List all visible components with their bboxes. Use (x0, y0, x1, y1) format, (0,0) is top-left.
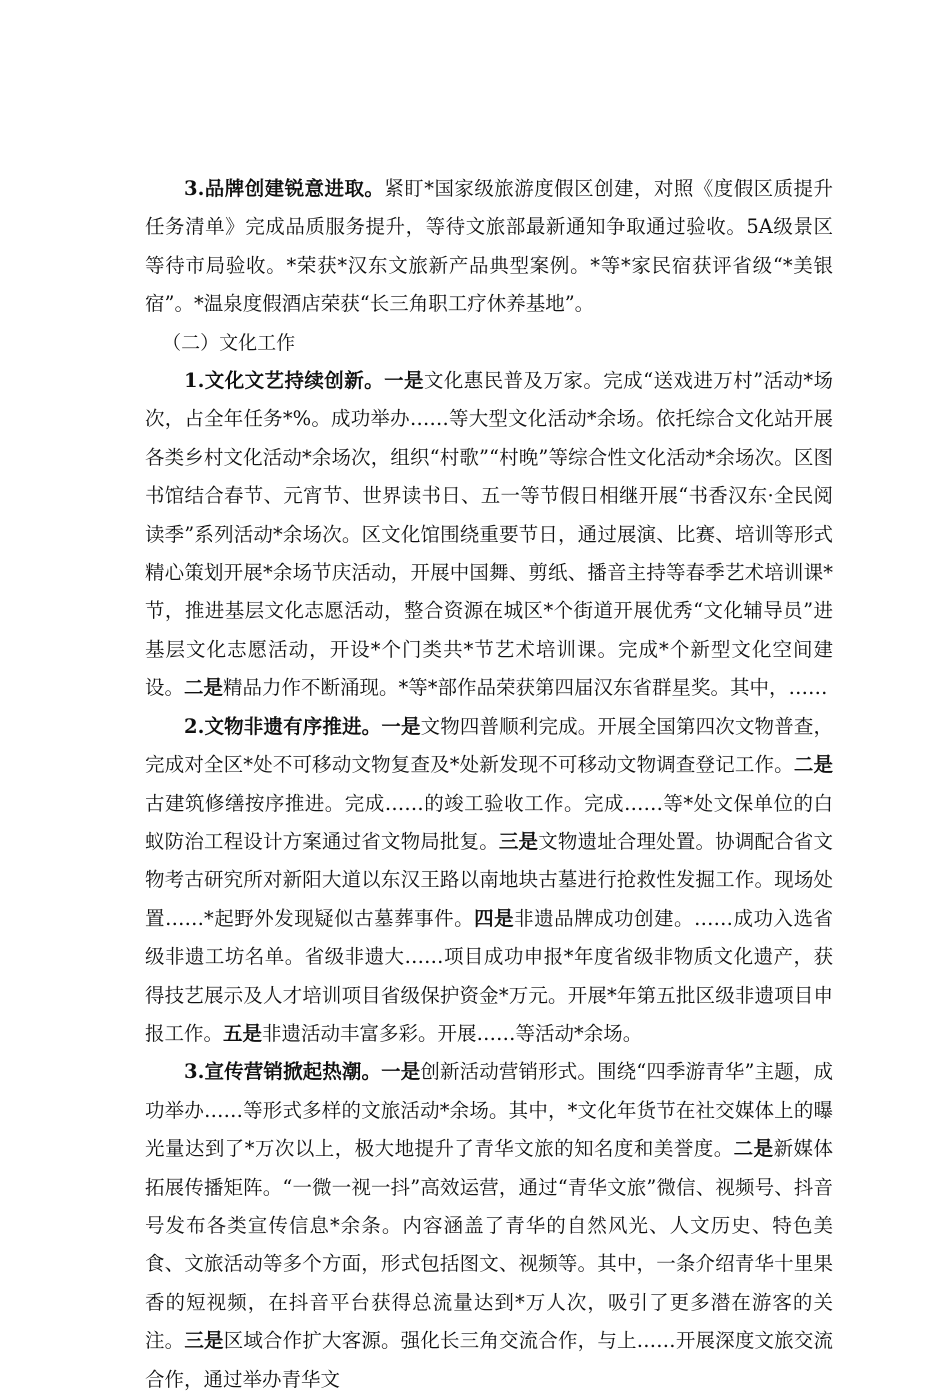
paragraph-lead: 2.文物非遗有序推进。 (184, 714, 382, 738)
item-marker: 四是 (474, 906, 515, 930)
item-text: 创新活动营销形式。围绕“四季游青华”主题，成功举办……等形式多样的文旅活动*余场。其中，*文化年货节在社交媒体上的曝光量达到了*万次以上，极大地提升了青华文旅的知名度和美誉度。 (145, 1060, 833, 1161)
item-text: 文化惠民普及万家。完成“送戏进万村”活动*场次，占全年任务*%。成功举办……等大型文化活动*余场。依托综合文化站开展各类乡村文化活动*余场次，组织“村歌”“村晚”等综合性文化活动*余场次。区图书馆结合春节、元宵节、世界读书日、五一等节假日相继开展“书香汉东·全民阅读季”系列活动*余场次。区文化馆围绕重要节日，通过展演、比赛、培训等形式精心策划开展*余场节庆活动，开展中国舞、剪纸、播音主持等春季艺术培训课*节，推进基层文化志愿活动，整合资源在城区*个街道开展优秀“文化辅导员”进基层文化志愿活动，开设*个门类共*节艺术培训课。完成*个新型文化空间建设。 (145, 369, 833, 700)
paragraph-culture (145, 362, 833, 708)
paragraph-heritage (145, 708, 833, 1054)
item-text: 非遗品牌成功创建。……成功入选省级非遗工坊名单。省级非遗大……项目成功申报*年度省级非物质文化遗产，获得技艺展示及人才培训项目省级保护资金*万元。开展*年第五批区级非遗项目申报工作。 (145, 906, 833, 1045)
item-text: 古建筑修缮按序推进。完成……的竣工验收工作。完成……等*处文保单位的白蚁防治工程设计方案通过省文物局批复。 (145, 791, 833, 853)
item-marker: 一是 (381, 714, 421, 738)
document-body (145, 170, 833, 1399)
item-marker: 一是 (384, 369, 424, 393)
item-text: 区域合作扩大客源。强化长三角交流合作，与上……开展深度文旅交流合作，通过举办青华文 (145, 1329, 833, 1391)
item-text: 文物遗址合理处置。协调配合省文物考古研究所对新阳大道以东汉王路以南地块古墓进行抢救性发掘工作。现场处置……*起野外发现疑似古墓葬事件。 (145, 829, 833, 930)
paragraph-lead: 3.宣传营销掀起热潮。 (184, 1060, 382, 1084)
paragraph-marketing (145, 1053, 833, 1399)
paragraph-text: 紧盯*国家级旅游度假区创建，对照《度假区质提升任务清单》完成品质服务提升，等待文旅部最新通知争取通过验收。5A级景区等待市局验收。*荣获*汉东文旅新产品典型案例。*等*家民宿获评省级“*美银宿”。*温泉度假酒店荣获“长三角职工疗休养基地”。 (145, 177, 833, 316)
paragraph-lead: 3.品牌创建锐意进取。 (184, 177, 385, 200)
item-text: 非遗活动丰富多彩。开展……等活动*余场。 (262, 1021, 643, 1045)
item-marker: 三是 (184, 1329, 224, 1353)
item-marker: 二是 (793, 753, 833, 777)
item-marker: 二是 (184, 676, 224, 700)
item-marker: 一是 (381, 1060, 421, 1084)
section-heading: （二）文化工作 (162, 331, 296, 354)
item-text: 文物四普顺利完成。开展全国第四次文物普查，完成对全区*处不可移动文物复查及*处新发现不可移动文物调查登记工作。 (145, 714, 833, 777)
item-marker: 二是 (733, 1137, 774, 1161)
item-text: 新媒体拓展传播矩阵。“一微一视一抖”高效运营，通过“青华文旅”微信、视频号、抖音号发布各类宣传信息*余条。内容涵盖了青华的自然风光、人文历史、特色美食、文旅活动等多个方面，形式包括图文、视频等。其中，一条介绍青华十里果香的短视频，在抖音平台获得总流量达到*万人次，吸引了更多潜在游客的关注。 (145, 1137, 833, 1353)
item-marker: 三是 (498, 829, 539, 853)
paragraph-lead: 1.文化文艺持续创新。 (184, 369, 385, 393)
paragraph-brand-building (145, 170, 833, 324)
item-marker: 五是 (223, 1021, 263, 1045)
item-text: 精品力作不断涌现。*等*部作品荣获第四届汉东省群星奖。其中，…… (223, 676, 828, 700)
